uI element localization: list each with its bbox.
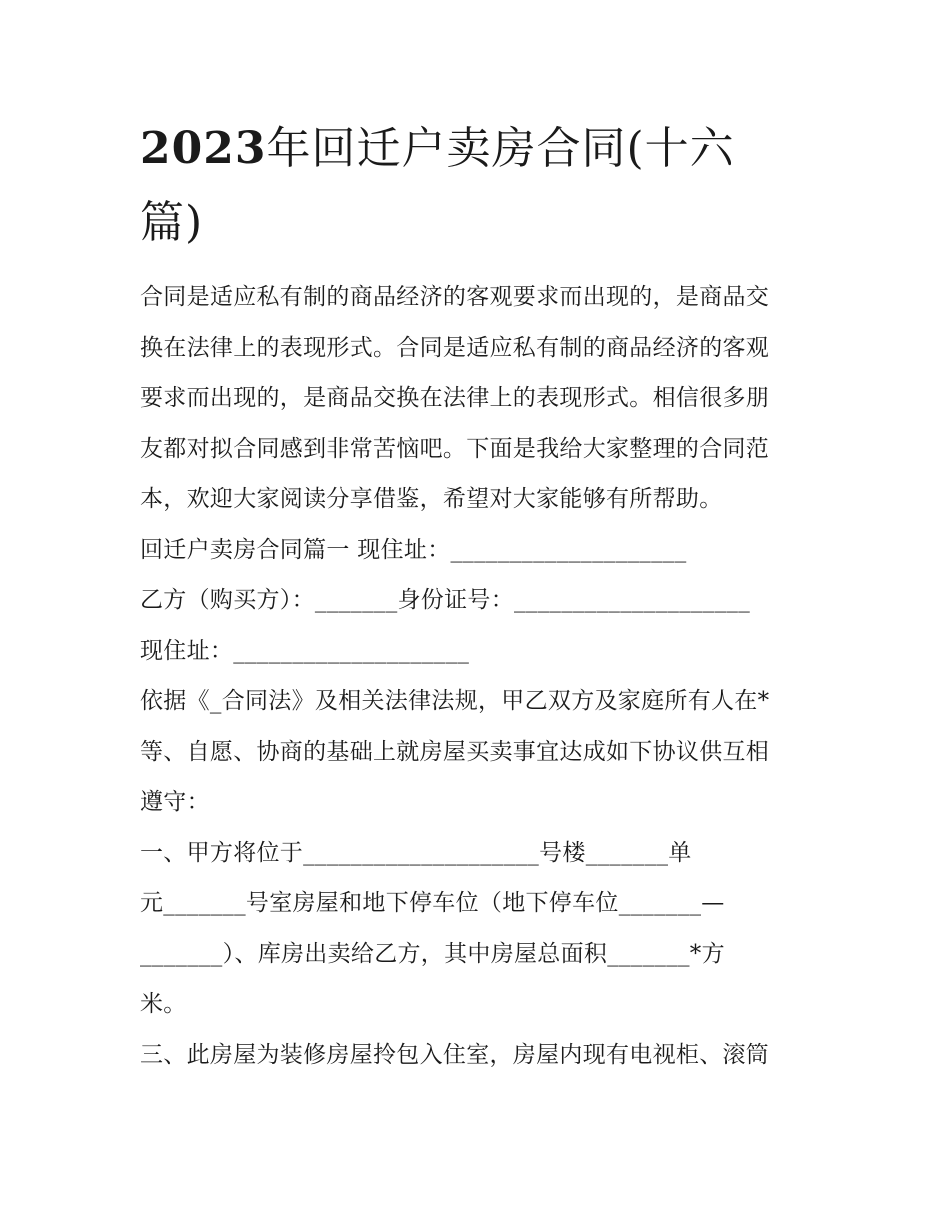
buyer-line: 乙方（购买方）：_______身份证号：____________________ [140,587,750,613]
clause-1-line: 米。 [140,991,187,1017]
clause-1-line: 一、甲方将位于____________________号楼_______单 [140,839,692,866]
title-line-1 [140,112,820,186]
document-body [140,272,820,1080]
title-text-1: 年回迁户卖房合同(十六 [266,123,735,174]
body-line: 要求而出现的，是商品交换在法律上的表现形式。相信很多朋 [140,385,770,411]
body-line: 本，欢迎大家阅读分享借鉴，希望对大家能够有所帮助。 [140,486,723,512]
address-line: 现住址：____________________ [140,637,470,664]
body-line: 换在法律上的表现形式。合同是适应私有制的商品经济的客观 [140,334,770,361]
title-line-2: 篇) [140,197,204,248]
clause-1-line: _______）、库房出卖给乙方，其中房屋总面积_______*方 [140,940,725,967]
document-page [140,112,820,1080]
body-line: 依据《_合同法》及相关法律法规，甲乙双方及家庭所有人在* [140,688,770,714]
clause-3-line: 三、此房屋为装修房屋拎包入住室，房屋内现有电视柜、滚筒 [140,1041,770,1068]
title-year: 2023 [140,123,267,174]
page-title [140,112,820,260]
clause-1-line: 元_______号室房屋和地下停车位（地下停车位_______— [140,890,725,916]
body-line: 等、自愿、协商的基础上就房屋买卖事宜达成如下协议供互相 [140,738,770,765]
body-line: 友都对拟合同感到非常苦恼吧。下面是我给大家整理的合同范 [140,435,770,462]
body-line: 合同是适应私有制的商品经济的客观要求而出现的，是商品交 [140,284,770,310]
contract-heading-line: 回迁户卖房合同篇一 现住址：____________________ [140,536,687,563]
body-line: 遵守： [140,789,210,815]
